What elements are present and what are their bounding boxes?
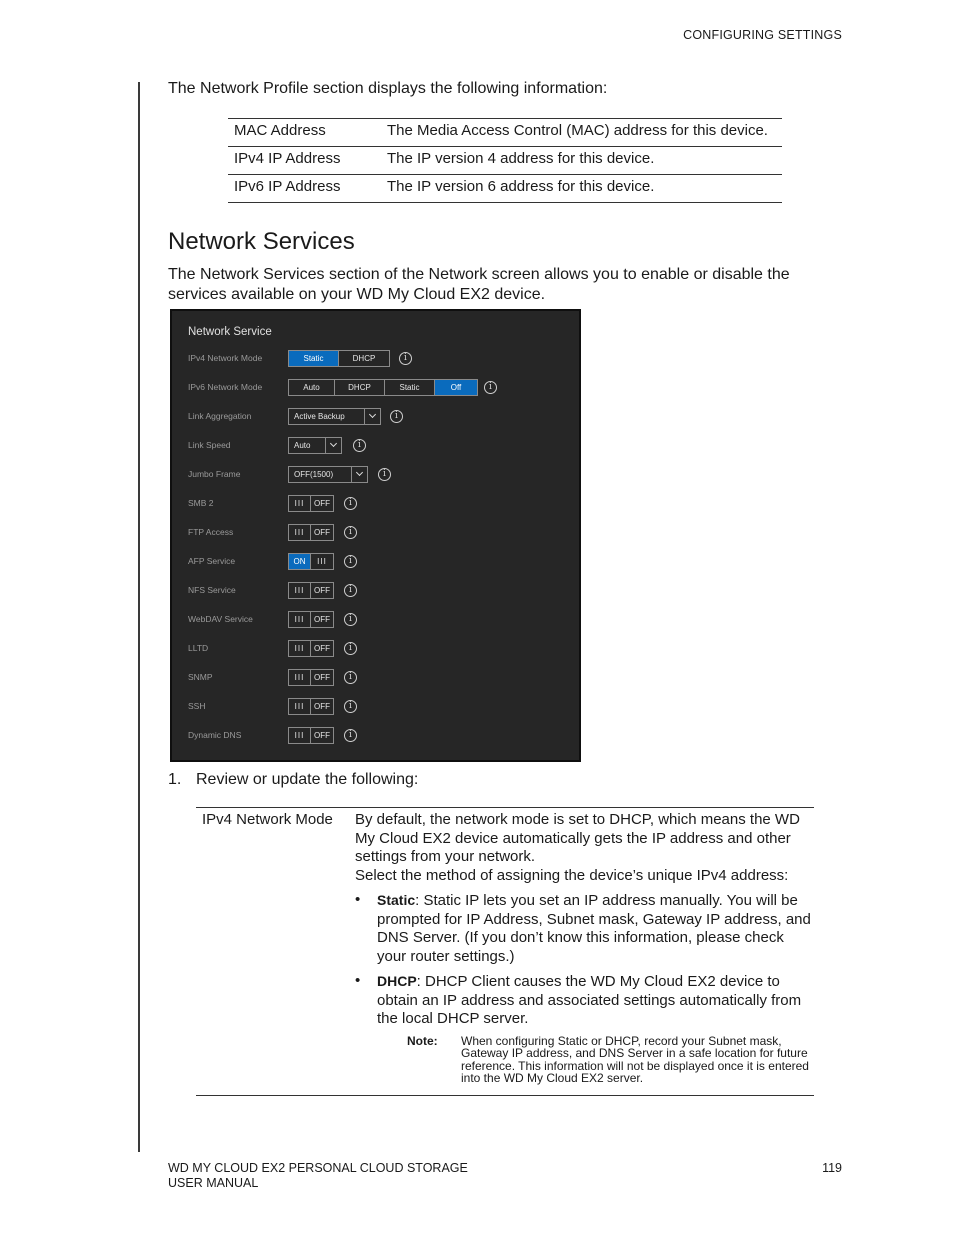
info-icon[interactable]: i <box>344 526 357 539</box>
snmp-toggle[interactable] <box>288 669 334 686</box>
bullet-text: : DHCP Client causes the WD My Cloud EX2 device to obtain an IP address and associated settings automatically from the local DHCP server. <box>377 973 802 1027</box>
info-icon[interactable]: i <box>344 497 357 510</box>
ipv6-auto-option[interactable]: Auto <box>289 380 335 395</box>
nfs-service-toggle[interactable] <box>288 582 334 599</box>
bullet-icon: • <box>355 891 361 908</box>
toggle-state: ON <box>289 554 311 569</box>
table-cell-desc <box>349 808 814 1096</box>
review-paragraph: By default, the network mode is set to DHCP, which means the WD My Cloud EX2 device automatically gets the IP address and other settings from your network. <box>355 811 800 865</box>
list-item <box>355 972 814 1029</box>
network-profile-table <box>228 118 782 203</box>
select-value: Active Backup <box>294 412 345 421</box>
setting-label: IPv4 Network Mode <box>188 353 263 363</box>
chevron-down-icon <box>364 409 380 424</box>
setting-label: SNMP <box>188 672 213 682</box>
dynamic-dns-toggle[interactable] <box>288 727 334 744</box>
info-icon[interactable]: i <box>378 468 391 481</box>
nfs-service-row <box>172 582 579 600</box>
table-cell-desc: The Media Access Control (MAC) address for this device. <box>381 119 782 147</box>
toggle-state: OFF <box>314 731 330 740</box>
info-icon[interactable]: i <box>390 410 403 423</box>
table-cell-label: IPv4 IP Address <box>228 147 381 175</box>
ftp-access-row <box>172 524 579 542</box>
smb2-row <box>172 495 579 513</box>
info-icon[interactable]: i <box>344 584 357 597</box>
setting-label: SSH <box>188 701 206 711</box>
toggle-state: OFF <box>314 528 330 537</box>
intro-text: The Network Profile section displays the following information: <box>168 80 608 97</box>
table-cell-desc: The IP version 6 address for this device. <box>381 175 782 203</box>
info-icon[interactable]: i <box>484 381 497 394</box>
ftp-access-toggle[interactable] <box>288 524 334 541</box>
toggle-grip-icon: III <box>289 583 311 598</box>
toggle-grip-icon: III <box>289 496 311 511</box>
link-speed-row <box>172 437 579 455</box>
lltd-row <box>172 640 579 658</box>
info-icon[interactable]: i <box>344 642 357 655</box>
step-item <box>168 771 418 789</box>
network-service-screenshot <box>170 309 581 762</box>
toggle-state: OFF <box>314 615 330 624</box>
toggle-grip-icon: III <box>289 699 311 714</box>
section-heading: Network Services <box>168 228 355 255</box>
note-text: When configuring Static or DHCP, record your Subnet mask, Gateway IP address, and DNS Server in a safe location for future reference. This information will not be displayed once it is entered into the WD My Cloud EX2 server. <box>461 1033 809 1085</box>
toggle-grip-icon: III <box>317 557 327 566</box>
webdav-service-toggle[interactable] <box>288 611 334 628</box>
review-paragraph: Select the method of assigning the device’s unique IPv4 address: <box>355 866 789 884</box>
ipv6-mode-segmented-control <box>288 379 478 396</box>
toggle-state: OFF <box>314 644 330 653</box>
ipv6-off-option[interactable]: Off <box>435 380 477 395</box>
afp-service-row <box>172 553 579 571</box>
bullet-term: Static <box>377 892 416 908</box>
setting-label: AFP Service <box>188 556 236 566</box>
ssh-toggle[interactable] <box>288 698 334 715</box>
setting-label: Jumbo Frame <box>188 469 241 479</box>
table-cell-label: IPv4 Network Mode <box>196 808 349 1096</box>
table-row <box>228 147 782 175</box>
setting-label: WebDAV Service <box>188 614 253 624</box>
toggle-grip-icon: III <box>289 525 311 540</box>
info-icon[interactable]: i <box>353 439 366 452</box>
list-item <box>355 891 814 966</box>
note-label: Note: <box>407 1033 438 1048</box>
setting-label: Link Aggregation <box>188 411 252 421</box>
setting-label: FTP Access <box>188 527 234 537</box>
ipv6-dhcp-option[interactable]: DHCP <box>335 380 385 395</box>
ipv4-static-option[interactable]: Static <box>289 351 339 366</box>
select-value: OFF(1500) <box>294 470 334 479</box>
table-cell-desc: The IP version 4 address for this device. <box>381 147 782 175</box>
panel-title: Network Service <box>188 326 272 338</box>
toggle-state: OFF <box>314 499 330 508</box>
ipv6-static-option[interactable]: Static <box>385 380 435 395</box>
ipv4-mode-segmented-control <box>288 350 390 367</box>
webdav-service-row <box>172 611 579 629</box>
link-speed-select[interactable] <box>288 437 342 454</box>
footer-title <box>168 1161 468 1191</box>
jumbo-frame-row <box>172 466 579 484</box>
lltd-toggle[interactable] <box>288 640 334 657</box>
setting-label: Link Speed <box>188 440 231 450</box>
bullet-text: : Static IP lets you set an IP address manually. You will be prompted for IP Address, Subnet mask, Gateway IP address, and DNS Server. (If you don’t know this information, please check your router settings.) <box>377 892 811 965</box>
ipv4-network-mode-row <box>172 350 579 368</box>
info-icon[interactable]: i <box>344 613 357 626</box>
toggle-grip-icon: III <box>289 728 311 743</box>
info-icon[interactable]: i <box>344 555 357 568</box>
setting-label: LLTD <box>188 643 209 653</box>
toggle-state: OFF <box>314 673 330 682</box>
afp-service-toggle[interactable] <box>288 553 334 570</box>
running-header: CONFIGURING SETTINGS <box>683 28 842 42</box>
setting-label: IPv6 Network Mode <box>188 382 263 392</box>
page-number: 119 <box>822 1161 842 1175</box>
toggle-grip-icon: III <box>289 612 311 627</box>
chevron-down-icon <box>325 438 341 453</box>
info-icon[interactable]: i <box>344 700 357 713</box>
table-row <box>228 175 782 203</box>
info-icon[interactable]: i <box>344 729 357 742</box>
jumbo-frame-select[interactable] <box>288 466 368 483</box>
toggle-grip-icon: III <box>289 641 311 656</box>
setting-label: NFS Service <box>188 585 236 595</box>
footer-line: USER MANUAL <box>168 1176 259 1190</box>
link-aggregation-select[interactable] <box>288 408 381 425</box>
ssh-row <box>172 698 579 716</box>
footer-line: WD MY CLOUD EX2 PERSONAL CLOUD STORAGE <box>168 1161 468 1175</box>
note-block <box>355 1035 814 1085</box>
dynamic-dns-row <box>172 727 579 745</box>
bullet-term: DHCP <box>377 973 417 989</box>
toggle-state: OFF <box>314 702 330 711</box>
info-icon[interactable]: i <box>399 352 412 365</box>
link-aggregation-row <box>172 408 579 426</box>
select-value: Auto <box>294 441 311 450</box>
table-cell-label: IPv6 IP Address <box>228 175 381 203</box>
smb2-toggle[interactable] <box>288 495 334 512</box>
setting-label: Dynamic DNS <box>188 730 242 740</box>
section-description: The Network Services section of the Network screen allows you to enable or disable the services available on your WD My Cloud EX2 device. <box>168 266 790 303</box>
snmp-row <box>172 669 579 687</box>
ipv6-network-mode-row <box>172 379 579 397</box>
info-icon[interactable]: i <box>344 671 357 684</box>
step-text: Review or update the following: <box>196 771 419 788</box>
table-row <box>228 119 782 147</box>
margin-rule <box>138 82 140 1152</box>
bullet-icon: • <box>355 972 361 989</box>
chevron-down-icon <box>351 467 367 482</box>
review-table <box>196 807 814 1096</box>
toggle-grip-icon: III <box>289 670 311 685</box>
toggle-state: OFF <box>314 586 330 595</box>
setting-label: SMB 2 <box>188 498 214 508</box>
table-row <box>196 808 814 1096</box>
table-cell-label: MAC Address <box>228 119 381 147</box>
ipv4-dhcp-option[interactable]: DHCP <box>352 354 376 363</box>
bullet-list <box>355 891 814 1029</box>
step-number: 1. <box>168 771 182 788</box>
